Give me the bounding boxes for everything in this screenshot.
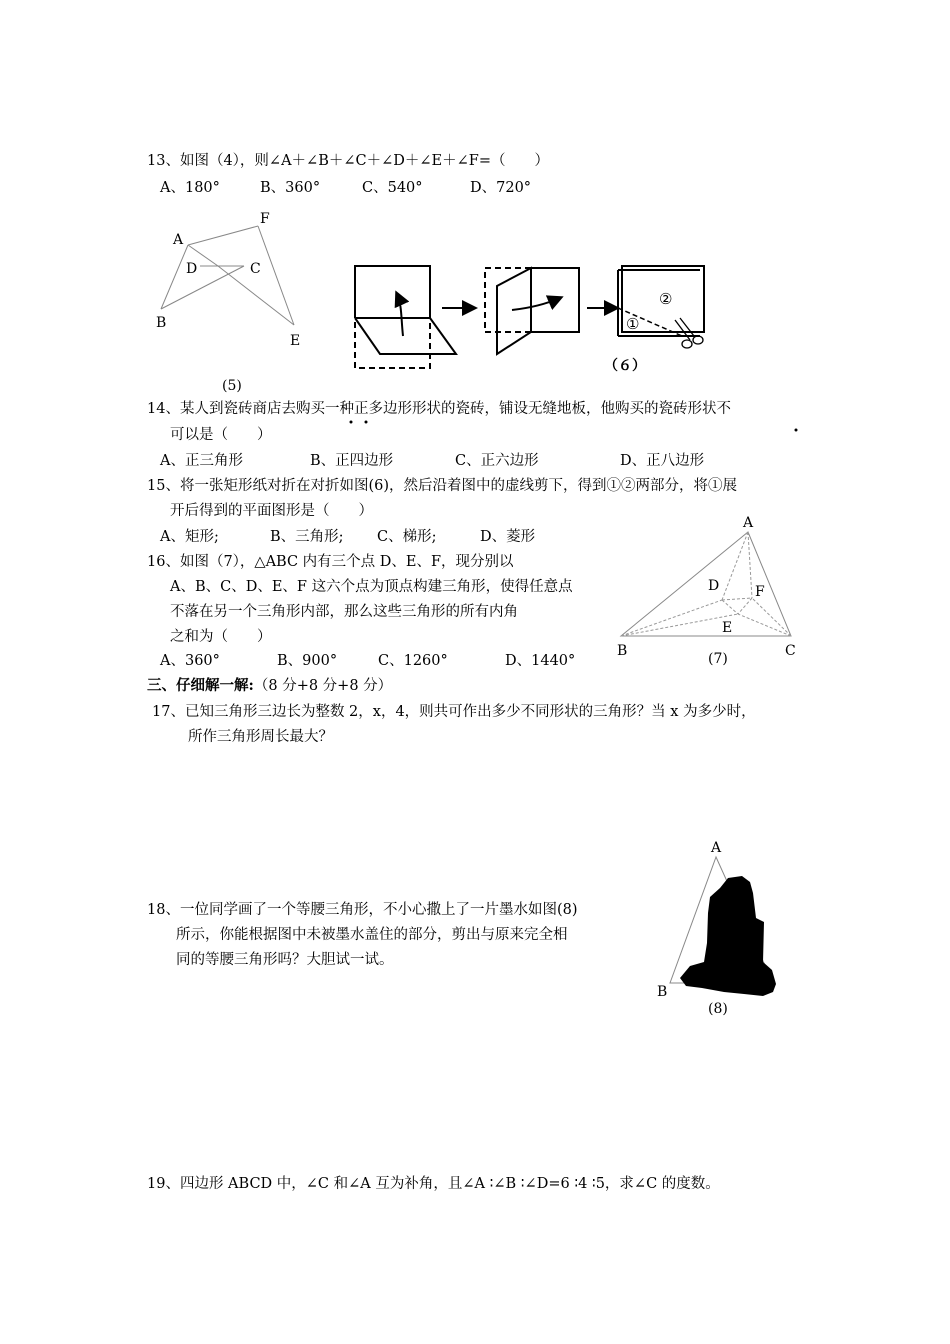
q15-line1: 15、将一张矩形纸对折在对折如图(6)，然后沿着图中的虚线剪下，得到①②两部分，将①展 [147, 478, 737, 494]
q14-line2: 可以是（ ） [170, 427, 272, 443]
fig5-caption: (5) [222, 378, 242, 394]
fig5-label-e: E [290, 333, 301, 349]
q19-text: 19、四边形 ABCD 中，∠C 和∠A 互为补角，且∠A ∶∠B ∶∠D=6 ∶4 ∶5，求∠C 的度数。 [147, 1176, 720, 1192]
q15-line2: 开后得到的平面图形是（ ） [170, 503, 373, 519]
q15-option-d: D、菱形 [480, 529, 536, 545]
section-3-heading: 三、仔细解一解: [147, 677, 254, 694]
ink-blot [680, 876, 776, 996]
q16-line2: A、B、C、D、E、F 这六个点为顶点构建三角形，使得任意点 [170, 579, 573, 595]
fig5-label-a: A [173, 232, 184, 248]
fig5-label-c: C [250, 261, 261, 277]
q14-option-a: A、正三角形 [160, 453, 243, 469]
fig7-label-c: C [785, 643, 796, 659]
q17-line1: 17、已知三角形三边长为整数 2，x，4，则共可作出多少不同形状的三角形？当 x 为多少时， [152, 704, 756, 720]
q18-line3: 同的等腰三角形吗？大胆试一试。 [176, 952, 394, 968]
q16-option-a: A、360° [160, 653, 220, 669]
q14-option-c: C、正六边形 [455, 453, 539, 469]
fig6-mark-1: ① [626, 315, 640, 333]
q14-option-b: B、正四边形 [310, 453, 394, 469]
fig7-label-b: B [617, 643, 628, 659]
q13-option-b: B、360° [260, 180, 321, 196]
fig8-label-b: B [657, 984, 668, 1000]
q13-option-a: A、180° [160, 180, 220, 196]
q14-option-d: D、正八边形 [620, 453, 705, 469]
fig5-label-f: F [260, 211, 270, 227]
fig8-caption: (8) [708, 1001, 728, 1017]
fig7-label-d: D [708, 578, 720, 594]
q17-line2: 所作三角形周长最大？ [188, 729, 333, 745]
q16-line4: 之和为（ ） [170, 629, 272, 645]
q15-option-b: B、三角形; [270, 529, 344, 545]
fig6-mark-2: ② [659, 290, 673, 308]
q16-line3: 不落在另一个三角形内部，那么这些三角形的所有内角 [170, 604, 518, 620]
q13-stem: 13、如图（4），则∠A＋∠B＋∠C＋∠D＋∠E＋∠F=（ ） [147, 153, 549, 169]
q13-option-d: D、720° [470, 180, 532, 196]
q14-line1: 14、某人到瓷砖商店去购买一种正多边形形状的瓷砖，铺设无缝地板，他购买的瓷砖形状不 [147, 401, 731, 417]
q18-line1: 18、一位同学画了一个等腰三角形，不小心撒上了一片墨水如图(8) [147, 902, 578, 918]
fig8-label-a: A [711, 840, 722, 856]
q13-option-c: C、540° [362, 180, 423, 196]
fig6-caption: （６） [604, 358, 646, 374]
q16-option-b: B、900° [277, 653, 338, 669]
q16-option-c: C、1260° [378, 653, 448, 669]
q18-line2: 所示，你能根据图中未被墨水盖住的部分，剪出与原来完全相 [176, 927, 568, 943]
q16-line1: 16、如图（7），△ABC 内有三个点 D、E、F，现分别以 [147, 554, 514, 570]
fig7-label-a: A [743, 515, 754, 531]
fig7-caption: (7) [708, 651, 728, 667]
q16-option-d: D、1440° [505, 653, 576, 669]
fig5-label-b: B [156, 315, 167, 331]
fig7-label-e: E [722, 620, 733, 636]
section-3-points: （8 分+8 分+8 分） [253, 678, 393, 694]
q15-option-c: C、梯形; [377, 529, 437, 545]
fig7-label-f: F [755, 584, 765, 600]
q15-option-a: A、矩形; [160, 529, 219, 545]
fig5-label-d: D [186, 261, 198, 277]
